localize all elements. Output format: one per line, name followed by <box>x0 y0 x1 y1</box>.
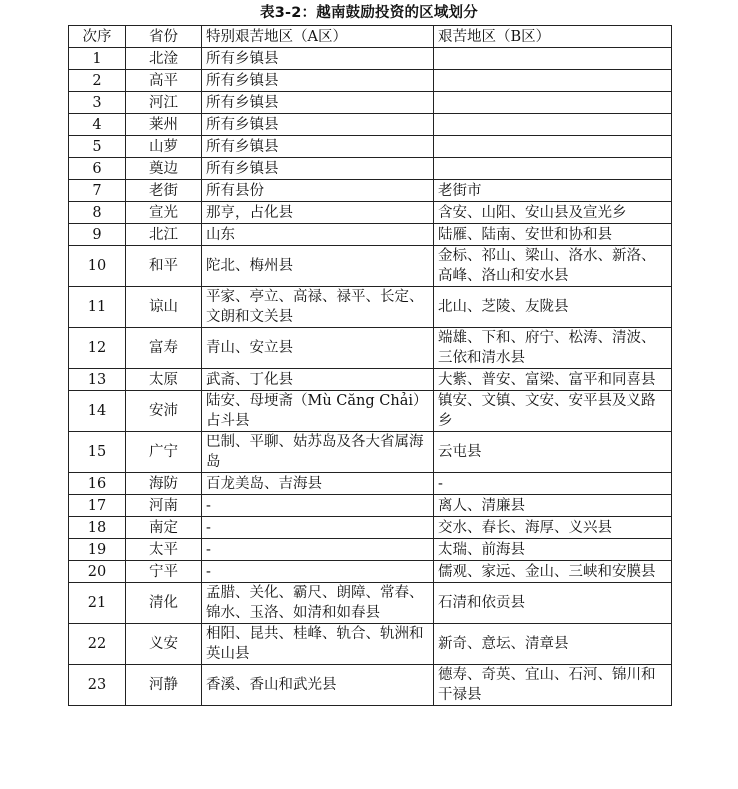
table-row <box>69 328 672 369</box>
cell-order: 5 <box>69 136 126 158</box>
cell-zone-b <box>434 114 672 136</box>
cell-zone-a: 香溪、香山和武光县 <box>202 665 434 706</box>
header-order: 次序 <box>69 26 126 48</box>
cell-zone-b <box>434 70 672 92</box>
cell-order: 2 <box>69 70 126 92</box>
cell-zone-a: 百龙美岛、吉海县 <box>202 473 434 495</box>
cell-zone-a: 青山、安立县 <box>202 328 434 369</box>
cell-province: 谅山 <box>126 287 202 328</box>
table-row <box>69 369 672 391</box>
table-row <box>69 624 672 665</box>
cell-zone-b: 太瑞、前海县 <box>434 539 672 561</box>
cell-zone-b: 离人、清廉县 <box>434 495 672 517</box>
table-row <box>69 180 672 202</box>
cell-order: 19 <box>69 539 126 561</box>
cell-zone-b: 德寿、奇英、宜山、石河、锦川和干禄县 <box>434 665 672 706</box>
region-table <box>68 25 672 706</box>
table-row <box>69 114 672 136</box>
cell-zone-a: - <box>202 517 434 539</box>
cell-province: 南定 <box>126 517 202 539</box>
cell-province: 北江 <box>126 224 202 246</box>
cell-province: 山萝 <box>126 136 202 158</box>
header-zone-a: 特别艰苦地区（A区） <box>202 26 434 48</box>
cell-order: 20 <box>69 561 126 583</box>
cell-order: 6 <box>69 158 126 180</box>
table-row <box>69 432 672 473</box>
cell-province: 河静 <box>126 665 202 706</box>
table-row <box>69 70 672 92</box>
cell-zone-a: - <box>202 495 434 517</box>
cell-province: 广宁 <box>126 432 202 473</box>
header-row <box>69 26 672 48</box>
cell-province: 河江 <box>126 92 202 114</box>
cell-zone-b <box>434 136 672 158</box>
cell-order: 4 <box>69 114 126 136</box>
cell-province: 老街 <box>126 180 202 202</box>
table-caption: 表3-2：越南鼓励投资的区域划分 <box>260 5 478 21</box>
cell-zone-a: 所有乡镇县 <box>202 136 434 158</box>
cell-zone-b: 含安、山阳、安山县及宣光乡 <box>434 202 672 224</box>
cell-zone-b: 金标、祁山、梁山、洛水、新洛、高峰、洛山和安水县 <box>434 246 672 287</box>
cell-order: 12 <box>69 328 126 369</box>
cell-zone-b <box>434 158 672 180</box>
cell-zone-a: 相阳、昆共、桂峰、轨合、轨洲和英山县 <box>202 624 434 665</box>
cell-order: 7 <box>69 180 126 202</box>
table-row <box>69 539 672 561</box>
cell-province: 莱州 <box>126 114 202 136</box>
cell-zone-a: 所有乡镇县 <box>202 70 434 92</box>
cell-order: 14 <box>69 391 126 432</box>
cell-zone-a: - <box>202 561 434 583</box>
header-province: 省份 <box>126 26 202 48</box>
cell-province: 高平 <box>126 70 202 92</box>
cell-zone-a: 所有县份 <box>202 180 434 202</box>
cell-zone-a: 所有乡镇县 <box>202 92 434 114</box>
cell-province: 义安 <box>126 624 202 665</box>
cell-zone-b <box>434 92 672 114</box>
table-row <box>69 665 672 706</box>
cell-order: 23 <box>69 665 126 706</box>
cell-zone-a: 那亨，占化县 <box>202 202 434 224</box>
cell-order: 13 <box>69 369 126 391</box>
table-row <box>69 202 672 224</box>
table-row <box>69 224 672 246</box>
cell-province: 清化 <box>126 583 202 624</box>
table-row <box>69 48 672 70</box>
cell-zone-b: 交水、春长、海厚、义兴县 <box>434 517 672 539</box>
cell-province: 宁平 <box>126 561 202 583</box>
cell-province: 和平 <box>126 246 202 287</box>
cell-zone-a: 武斋、丁化县 <box>202 369 434 391</box>
cell-zone-a: 陆安、母埂斋（Mù Căng Chải）占斗县 <box>202 391 434 432</box>
cell-province: 太原 <box>126 369 202 391</box>
cell-order: 18 <box>69 517 126 539</box>
table-row <box>69 158 672 180</box>
cell-order: 22 <box>69 624 126 665</box>
cell-zone-a: 平家、亭立、高禄、禄平、长定、文朗和文关县 <box>202 287 434 328</box>
cell-zone-b: 端雄、下和、府宁、松涛、清波、三依和清水县 <box>434 328 672 369</box>
cell-zone-a: 陀北、梅州县 <box>202 246 434 287</box>
table-row <box>69 136 672 158</box>
cell-order: 8 <box>69 202 126 224</box>
table-row <box>69 517 672 539</box>
cell-order: 3 <box>69 92 126 114</box>
cell-order: 21 <box>69 583 126 624</box>
cell-zone-b: 新奇、意坛、清章县 <box>434 624 672 665</box>
cell-zone-a: 所有乡镇县 <box>202 114 434 136</box>
cell-zone-b: 镇安、文镇、文安、安平县及义路乡 <box>434 391 672 432</box>
cell-province: 富寿 <box>126 328 202 369</box>
cell-order: 11 <box>69 287 126 328</box>
table-row <box>69 92 672 114</box>
cell-zone-b: 陆雁、陆南、安世和协和县 <box>434 224 672 246</box>
cell-zone-a: 孟腊、关化、霸尺、朗障、常春、锦水、玉洛、如清和如春县 <box>202 583 434 624</box>
cell-order: 9 <box>69 224 126 246</box>
cell-zone-b: 云屯县 <box>434 432 672 473</box>
table-row <box>69 583 672 624</box>
cell-order: 1 <box>69 48 126 70</box>
cell-order: 17 <box>69 495 126 517</box>
cell-province: 海防 <box>126 473 202 495</box>
cell-province: 太平 <box>126 539 202 561</box>
cell-zone-a: 所有乡镇县 <box>202 48 434 70</box>
cell-zone-a: 巴制、平聊、姑苏岛及各大省属海岛 <box>202 432 434 473</box>
cell-order: 10 <box>69 246 126 287</box>
table-row <box>69 473 672 495</box>
cell-province: 安沛 <box>126 391 202 432</box>
table-body <box>69 48 672 706</box>
cell-zone-b: - <box>434 473 672 495</box>
cell-zone-b: 老街市 <box>434 180 672 202</box>
table-row <box>69 246 672 287</box>
table-row <box>69 561 672 583</box>
cell-province: 河南 <box>126 495 202 517</box>
cell-province: 宣光 <box>126 202 202 224</box>
cell-province: 奠边 <box>126 158 202 180</box>
table-row <box>69 287 672 328</box>
header-zone-b: 艰苦地区（B区） <box>434 26 672 48</box>
table-row <box>69 495 672 517</box>
cell-order: 16 <box>69 473 126 495</box>
cell-zone-a: - <box>202 539 434 561</box>
cell-zone-b <box>434 48 672 70</box>
cell-province: 北淦 <box>126 48 202 70</box>
table-row <box>69 391 672 432</box>
cell-zone-b: 儒观、家远、金山、三峡和安膜县 <box>434 561 672 583</box>
cell-zone-a: 山东 <box>202 224 434 246</box>
cell-zone-b: 石清和依贡县 <box>434 583 672 624</box>
cell-zone-b: 北山、芝陵、友陇县 <box>434 287 672 328</box>
cell-order: 15 <box>69 432 126 473</box>
cell-zone-a: 所有乡镇县 <box>202 158 434 180</box>
cell-zone-b: 大紫、普安、富梁、富平和同喜县 <box>434 369 672 391</box>
